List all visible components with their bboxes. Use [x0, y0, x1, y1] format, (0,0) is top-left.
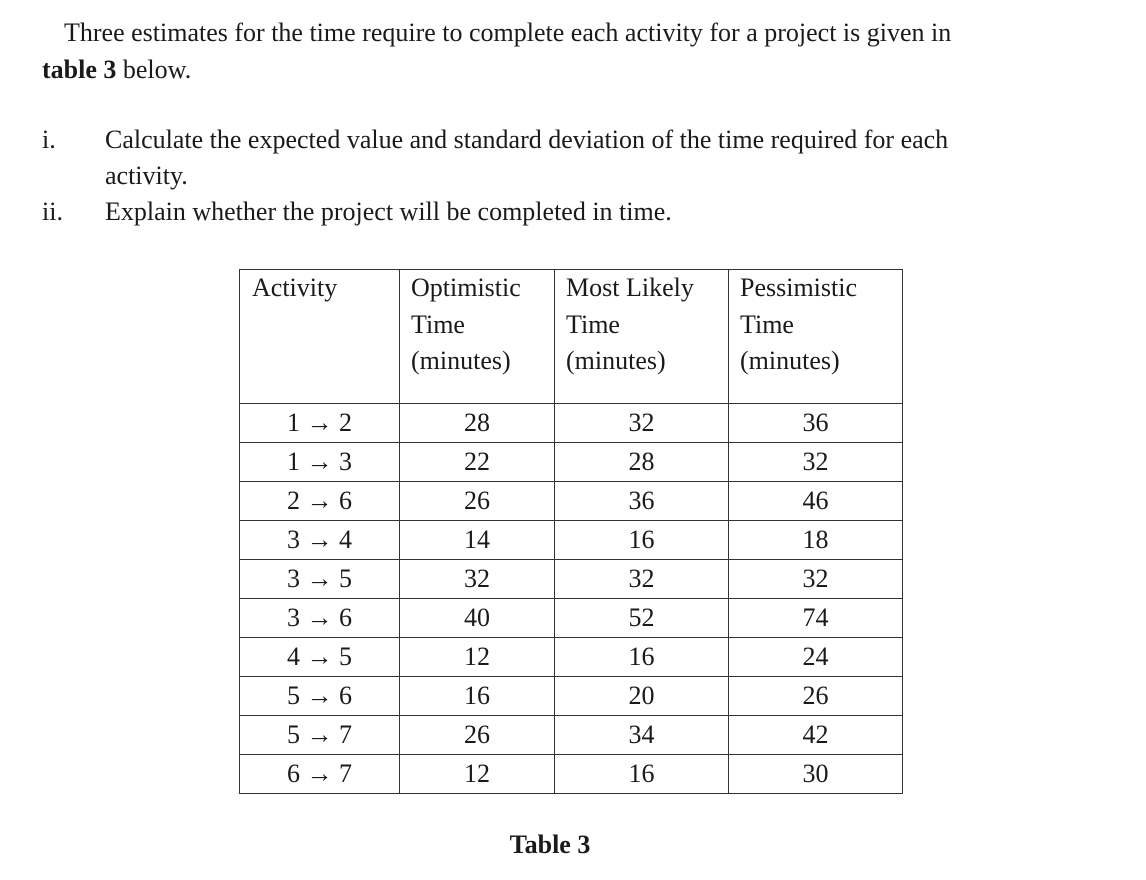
cell-most-likely: 16: [555, 521, 729, 560]
cell-most-likely: 20: [555, 677, 729, 716]
cell-optimistic: 12: [400, 638, 555, 677]
cell-activity: 5 → 6: [240, 677, 400, 716]
table-row: [240, 404, 903, 443]
cell-most-likely: 16: [555, 638, 729, 677]
cell-optimistic: 16: [400, 677, 555, 716]
cell-activity: 5 → 7: [240, 716, 400, 755]
intro-line-2-rest: below.: [116, 55, 192, 84]
cell-activity: 1 → 2: [240, 404, 400, 443]
cell-pessimistic: 30: [729, 755, 903, 794]
table-row: [240, 482, 903, 521]
question-list: [42, 122, 1042, 230]
cell-optimistic: 22: [400, 443, 555, 482]
table-row: [240, 599, 903, 638]
cell-activity: 4 → 5: [240, 638, 400, 677]
cell-optimistic: 32: [400, 560, 555, 599]
table-header-row: [240, 270, 903, 404]
table-row: [240, 677, 903, 716]
cell-optimistic: 40: [400, 599, 555, 638]
cell-optimistic: 26: [400, 716, 555, 755]
cell-activity: 2 → 6: [240, 482, 400, 521]
header-pessimistic: Pessimistic Time (minutes): [729, 270, 903, 404]
cell-most-likely: 36: [555, 482, 729, 521]
table-row: [240, 443, 903, 482]
table-row: [240, 716, 903, 755]
question-text: Calculate the expected value and standard deviation of the time required for each activity.: [105, 125, 949, 190]
cell-pessimistic: 32: [729, 560, 903, 599]
table-row: [240, 560, 903, 599]
header-activity: Activity: [240, 270, 400, 404]
cell-most-likely: 52: [555, 599, 729, 638]
cell-activity: 6 → 7: [240, 755, 400, 794]
cell-most-likely: 32: [555, 404, 729, 443]
cell-pessimistic: 42: [729, 716, 903, 755]
table-reference: table 3: [42, 55, 117, 84]
cell-pessimistic: 36: [729, 404, 903, 443]
cell-most-likely: 32: [555, 560, 729, 599]
question-text: Explain whether the project will be completed in time.: [105, 197, 672, 226]
activity-time-table: [239, 269, 903, 794]
question-number: ii.: [42, 197, 63, 226]
table-row: [240, 755, 903, 794]
cell-optimistic: 14: [400, 521, 555, 560]
cell-pessimistic: 24: [729, 638, 903, 677]
cell-activity: 3 → 6: [240, 599, 400, 638]
intro-paragraph: [42, 14, 1042, 88]
table-row: [240, 521, 903, 560]
cell-activity: 1 → 3: [240, 443, 400, 482]
cell-activity: 3 → 4: [240, 521, 400, 560]
cell-most-likely: 28: [555, 443, 729, 482]
cell-optimistic: 26: [400, 482, 555, 521]
cell-most-likely: 34: [555, 716, 729, 755]
question-item: [42, 122, 1042, 194]
cell-pessimistic: 26: [729, 677, 903, 716]
question-item: [42, 194, 1042, 230]
cell-optimistic: 12: [400, 755, 555, 794]
cell-optimistic: 28: [400, 404, 555, 443]
cell-pessimistic: 46: [729, 482, 903, 521]
cell-pessimistic: 74: [729, 599, 903, 638]
header-optimistic: Optimistic Time (minutes): [400, 270, 555, 404]
cell-most-likely: 16: [555, 755, 729, 794]
intro-line-2: [42, 51, 1042, 88]
intro-line-1: Three estimates for the time require to complete each activity for a project is given in: [64, 18, 952, 47]
question-number: i.: [42, 125, 56, 154]
cell-pessimistic: 18: [729, 521, 903, 560]
cell-activity: 3 → 5: [240, 560, 400, 599]
cell-pessimistic: 32: [729, 443, 903, 482]
table-row: [240, 638, 903, 677]
table-caption: Table 3: [509, 830, 591, 859]
header-most-likely: Most Likely Time (minutes): [555, 270, 729, 404]
